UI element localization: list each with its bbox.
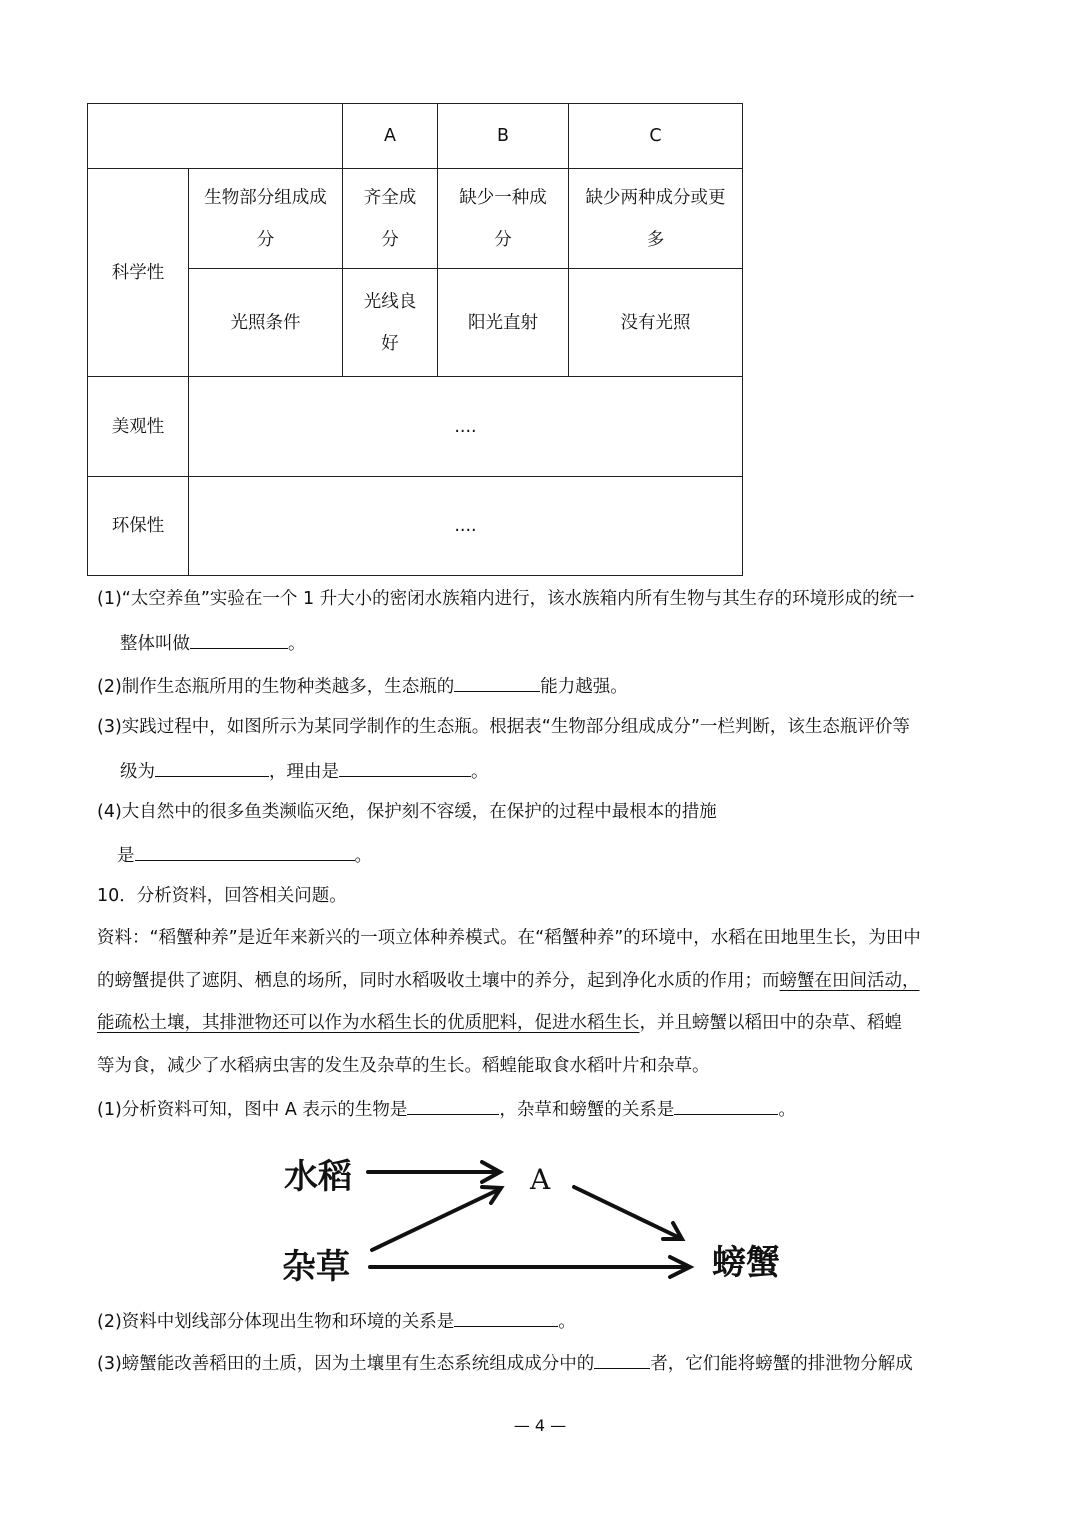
answer-blank[interactable] [339,758,471,777]
aesthetics-label: 美观性 [88,377,189,477]
criterion: 生物部分组成成分 [189,169,343,269]
q9-1: (1)“太空养鱼”实验在一个 1 升大小的密闭水族箱内进行，该水族箱内所有生物与其生存的环境形成的统一 [97,589,915,609]
q9-4: (4)大自然中的很多鱼类濒临灭绝，保护刻不容缓，在保护的过程中最根本的措施 [97,802,717,822]
cell: 没有光照 [569,269,743,377]
q9-3-cont: 级为 ，理由是 。 [120,758,489,784]
page-number: — 4 — [513,1416,567,1435]
cell: 光线良好 [343,269,438,377]
q9-3: (3)实践过程中，如图所示为某同学制作的生态瓶。根据表“生物部分组成成分”一栏判断，该生态瓶评价等 [97,717,910,737]
material-line: 等为食，减少了水稻病虫害的发生及杂草的生长。稻蝗能取食水稻叶片和杂草。 [97,1056,710,1076]
answer-blank[interactable] [594,1350,650,1369]
node-rice: 水稻 [284,1157,352,1197]
answer-blank[interactable] [674,1096,778,1115]
node-a: A [530,1163,551,1196]
material-line: 的螃蟹提供了遮阴、栖息的场所，同时水稻吸收土壤中的养分，起到净化水质的作用；而螃蟹在田间活动， [97,971,920,991]
answer-blank[interactable] [190,630,288,649]
q10-title: 10．分析资料，回答相关问题。 [97,886,347,906]
evaluation-table [87,103,743,576]
cell: 缺少一种成分 [438,169,569,269]
cell: 阳光直射 [438,269,569,377]
answer-blank[interactable] [135,842,355,861]
food-web-diagram [270,1135,790,1295]
answer-blank[interactable] [155,758,269,777]
answer-blank[interactable] [454,673,540,692]
answer-blank[interactable] [454,1308,558,1327]
q10-1: (1)分析资料可知，图中 A 表示的生物是 ，杂草和螃蟹的关系是 。 [97,1096,796,1122]
q9-1-cont: 整体叫做 。 [120,630,306,656]
q10-3: (3)螃蟹能改善稻田的土质，因为土壤里有生态系统组成成分中的 者，它们能将螃蟹的排泄物分解成 [97,1350,913,1376]
col-b: B [438,104,569,169]
answer-blank[interactable] [407,1096,499,1115]
aesthetics-value: .... [189,377,743,477]
criterion: 光照条件 [189,269,343,377]
eco-value: .... [189,477,743,576]
node-crab: 螃蟹 [712,1243,780,1283]
col-c: C [569,104,743,169]
cell: 齐全成分 [343,169,438,269]
cell: 缺少两种成分或更多 [569,169,743,269]
q10-2: (2)资料中划线部分体现出生物和环境的关系是 。 [97,1308,576,1334]
material-line: 资料：“稻蟹种养”是近年来新兴的一项立体种养模式。在“稻蟹种养”的环境中，水稻在田地里生长，为田中 [97,928,921,948]
eco-label: 环保性 [88,477,189,576]
science-label: 科学性 [88,169,189,377]
col-a: A [343,104,438,169]
q9-2: (2)制作生态瓶所用的生物种类越多，生态瓶的 能力越强。 [97,673,628,699]
q9-4-cont: 是 。 [117,842,372,868]
material-line: 能疏松土壤，其排泄物还可以作为水稻生长的优质肥料，促进水稻生长，并且螃蟹以稻田中的杂草、稻蝗 [97,1013,902,1033]
node-weeds: 杂草 [282,1247,350,1287]
